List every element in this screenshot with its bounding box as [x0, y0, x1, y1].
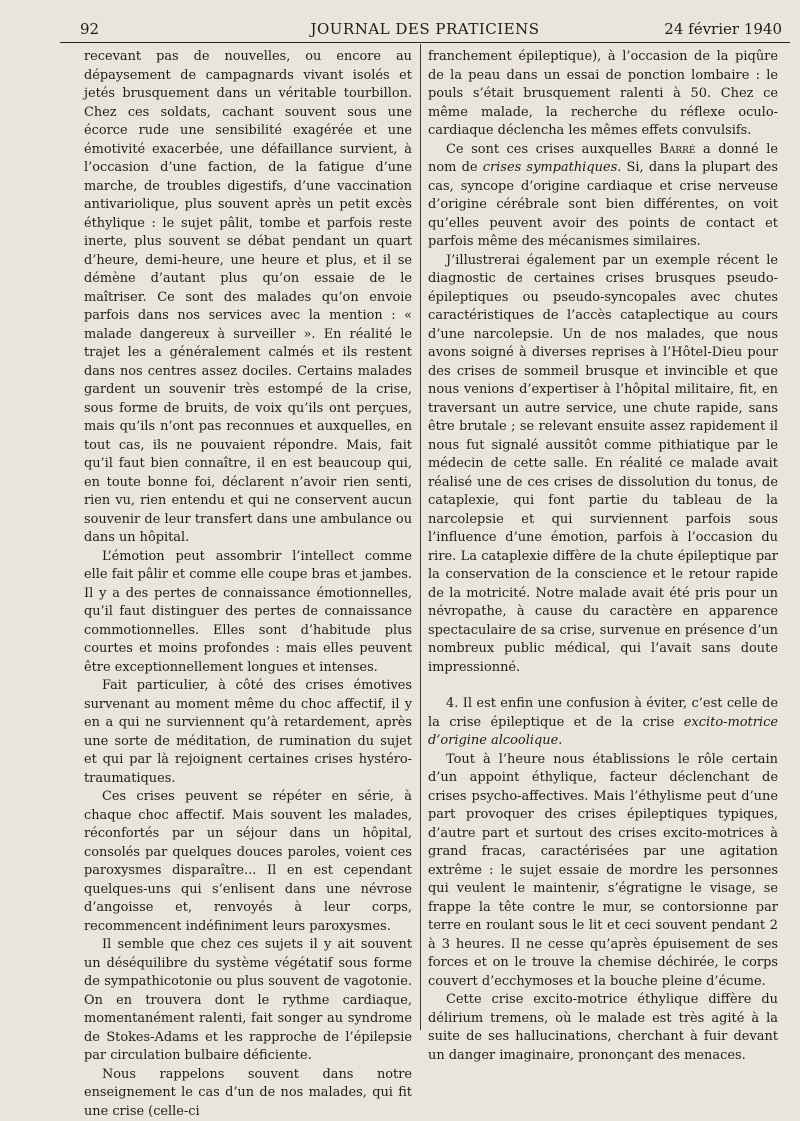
text-run: 4. Il est enfin une confusion à éviter, c’est celle de la crise épileptique et de la crise [428, 696, 778, 730]
running-head [60, 20, 790, 40]
paragraph: Tout à l’heure nous établissions le rôle certain d’un appoint éthylique, facteur déclenchant de crises psycho-affectives. Mais l’éthylisme peut d’une part provoquer des crises épileptiques typiques, d’autre part et surtout des crises excito-motrices à grand fracas, caractérisées par une agitation extrême : le sujet essaie de mordre les personnes qui veulent le maintenir, s’égratigne le visage, se frappe la tête contre le mur, se contorsionne par terre en roulant sous le lit et ceci souvent pendant 2 à 3 heures. Il ne cesse qu’après épuisement de ses forces et on le trouve la chemise déchirée, le corps couvert d’ecchymoses et la bouche pleine d’écume. [428, 751, 778, 992]
paragraph: Fait particulier, à côté des crises émotives survenant au moment même du choc affectif, il y en a qui ne surviennent qu’à retardement, après une sorte de méditation, de rumination du sujet et qui par là rejoignent certaines crises hystéro-traumatiques. [84, 677, 412, 788]
journal-title: JOURNAL DES PRATICIENS [60, 20, 790, 38]
paragraph: recevant pas de nouvelles, ou encore au dépaysement de campagnards vivant isolés et jetés brusquement dans un véritable tourbillon. Chez ces soldats, cachant souvent sous une écorce rude une sensibilité exagérée et une émotivité exacerbée, une défaillance survient, à l’occasion d’une faction, de la fatigue d’une marche, de troubles digestifs, d’une vaccination antivariolique, plus souvent après un petit excès éthylique : le sujet pâlit, tombe et parfois reste inerte, plus souvent se débat pendant un quart d’heure, demi-heure, une heure et plus, et il se démène d’autant plus qu’on essaie de le maîtriser. Ce sont des malades qu’on envoie parfois dans nos services avec la mention : « malade dangereux à surveiller ». En réalité le trajet les a généralement calmés et ils restent dans nos centres assez dociles. Certains malades gardent un souvenir très estompé de la crise, sous forme de bruits, de voix qu’ils ont perçues, mais qu’ils n’ont pas reconnues et auxquelles, en tout cas, ils ne pouvaient répondre. Mais, fait qu’il faut bien connaître, il en est beaucoup qui, en toute bonne foi, déclarent n’avoir rien senti, rien vu, rien entendu et qui ne conservent aucun souvenir de leur transfert dans une ambulance ou dans un hôpital. [84, 48, 412, 548]
paragraph [428, 141, 778, 252]
paragraph: L’émotion peut assombrir l’intellect comme elle fait pâlir et comme elle coupe bras et jambes. Il y a des pertes de connaissance émotionnelles, qu’il faut distinguer des pertes de connaissance commotionnelles. Elles sont d’habitude plus courtes et moins profondes : mais elles peuvent être exceptionnellement longues et intenses. [84, 548, 412, 678]
right-column [428, 48, 778, 1028]
page-number: 92 [80, 20, 99, 38]
emphasized-term: crises sympathiques. [483, 160, 622, 175]
section-paragraph [428, 695, 778, 751]
text-run: Ce sont ces crises auxquelles [446, 142, 652, 157]
header-rule [60, 42, 790, 43]
issue-date: 24 février 1940 [664, 20, 782, 38]
paragraph: Il semble que chez ces sujets il y ait souvent un déséquilibre du système végétatif sous forme de sympathicotonie ou plus souvent de vagotonie. On en trouvera dont le rythme cardiaque, momentanément ralenti, fait songer au syndrome de Stokes-Adams et les rapproche de l’épilepsie par circulation bulbaire déficiente. [84, 936, 412, 1066]
paragraph: Nous rappelons souvent dans notre enseignement le cas d’un de nos malades, qui fit une crise (celle-ci [84, 1066, 412, 1121]
author-name: Barré [659, 142, 695, 157]
paragraph: Ces crises peuvent se répéter en série, à chaque choc affectif. Mais souvent les malades, réconfortés par un séjour dans un hôpital, consolés par quelques douces paroles, voient ces paroxysmes disparaître... Il en est cependant quelques-uns qui s’enlisent dans une névrose d’angoisse et, renvoyés à leur corps, recommencent indéfiniment leurs paroxysmes. [84, 788, 412, 936]
emphasized-term: excito-motrice d’origine alcoolique. [428, 715, 778, 749]
paragraph: franchement épileptique), à l’occasion de la piqûre de la peau dans un essai de ponction lombaire : le pouls s’était brusquement ralenti à 50. Chez ce même malade, la recherche du réflexe oculo-cardiaque déclencha les mêmes effets convulsifs. [428, 48, 778, 141]
paragraph: Cette crise excito-motrice éthylique diffère du délirium tremens, où le malade est très agité à la suite de ses hallucinations, cherchant à fuir devant un danger imaginaire, prononçant des menaces. [428, 991, 778, 1065]
left-column [84, 48, 412, 1028]
paragraph: J’illustrerai également par un exemple récent le diagnostic de certaines crises brusques pseudo-épileptiques ou pseudo-syncopales avec chutes caractéristiques de l’accès cataplectique au cours d’une narcolepsie. Un de nos malades, que nous avons soigné à diverses reprises à l’Hôtel-Dieu pour des crises de sommeil brusque et invincible et que nous venions d’expertiser à l’hôpital militaire, fit, en traversant un autre service, une chute rapide, sans être brutale ; se relevant ensuite assez rapidement il nous fut signalé aussitôt comme pithiatique par le médecin de cette salle. En réalité ce malade avait réalisé une de ces crises de dissolution du tonus, de cataplexie, qui font partie du tableau de la narcolepsie et qui surviennent parfois sous l’influence d’une émotion, parfois à l’occasion du rire. La cataplexie diffère de la chute épileptique par la conservation de la conscience et le retour rapide de la motricité. Notre malade avait été pris pour un névropathe, à cause du caractère en apparence spectaculaire de sa crise, survenue en présence d’un nombreux public médical, qui l’avait sans doute impressionné. [428, 252, 778, 678]
column-divider [420, 44, 421, 1030]
text-run: a donné le nom de [428, 142, 778, 176]
text-run: Si, dans la plupart des cas, syncope d’origine cardiaque et crise nerveuse d’origine cérébrale sont bien différentes, on voit qu’elles peuvent avoir des points de contact et parfois même des mécanismes similaires. [428, 160, 778, 249]
